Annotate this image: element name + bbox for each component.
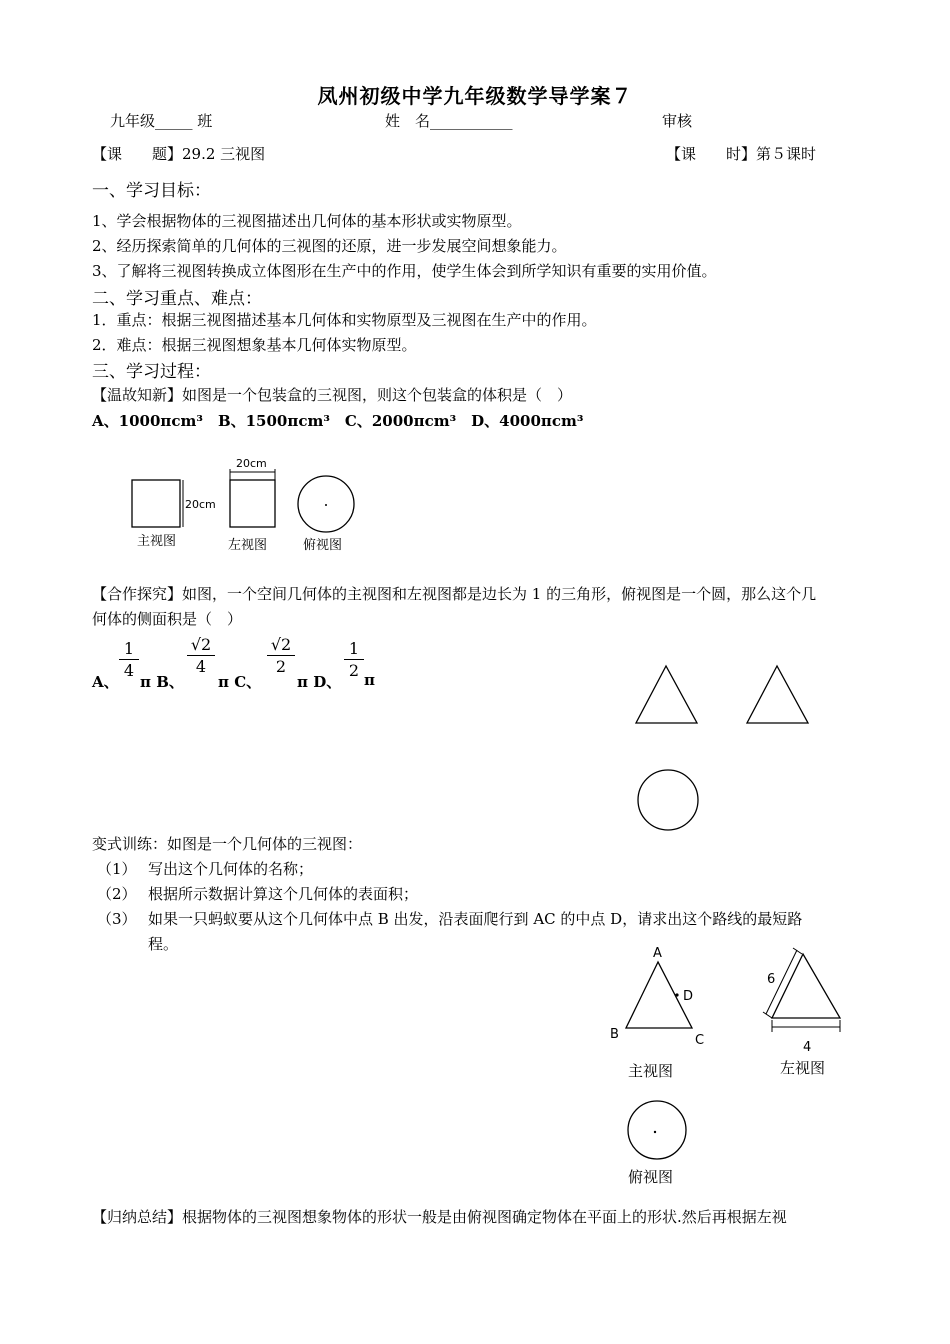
course-period: 【课 时】第５课时 (666, 145, 817, 163)
vertex-c-label: C (695, 1033, 705, 1048)
course-topic: 【课 题】29.2 三视图 (92, 145, 266, 163)
vertex-b-label: B (610, 1027, 619, 1042)
fraction-one-quarter: $\frac{1}{4}$ (119, 639, 139, 682)
variant-item-text-cont: 程。 (148, 935, 179, 953)
page-title: 凤州初级中学九年级数学导学案７ (317, 84, 633, 108)
objective-item: 2、经历探索简单的几何体的三视图的还原，进一步发展空间想象能力。 (92, 237, 567, 255)
front-view-caption: 主视图 (137, 534, 177, 549)
option-a-label: A、 (92, 673, 119, 691)
option-c-label: π C、 (218, 673, 262, 691)
left-view-rectangle (230, 480, 275, 527)
variant-item-number: （1） (97, 860, 137, 878)
left-view-triangle (772, 954, 840, 1018)
front-view-triangle (636, 666, 697, 723)
top-view-caption: 俯视图 (628, 1168, 674, 1186)
option-b-label: π B、 (140, 673, 184, 691)
cone-three-views-figure (630, 660, 820, 835)
front-view-square (132, 480, 180, 527)
process-heading: 三、学习过程： (92, 362, 211, 382)
review-label: 审核 (662, 112, 693, 130)
fraction-root2-over-4: $\frac{√2}{4}$ (187, 635, 215, 678)
variant-item-text: 写出这个几何体的名称； (148, 860, 314, 878)
option-d-pi: π (364, 671, 375, 689)
review-question: 【温故知新】如图是一个包装盒的三视图，则这个包装盒的体积是（ ） (92, 386, 573, 404)
vertex-a-label: A (653, 946, 662, 961)
option-d-label: π D、 (297, 673, 342, 691)
student-name-field: 姓 名___________ (385, 112, 513, 130)
explore-question: 【合作探究】如图，一个空间几何体的主视图和左视图都是边长为 1 的三角形，俯视图是一个圆，那么这个几 (92, 585, 817, 603)
variant-item-text: 根据所示数据计算这个几何体的表面积； (148, 885, 419, 903)
left-view-caption: 左视图 (780, 1059, 826, 1077)
base-dimension-label: 4 (803, 1040, 812, 1055)
grade-class-field: 九年级_____ 班 (110, 112, 213, 130)
objective-item: 3、了解将三视图转换成立体图形在生产中的作用，使学生体会到所学知识有重要的实用价值。 (92, 262, 717, 280)
variant-item-text: 如果一只蚂蚁要从这个几何体中点 B 出发，沿表面爬行到 AC 的中点 D，请求出这个路线的最短路 (148, 910, 803, 928)
fraction-root2-over-2: $\frac{√2}{2}$ (267, 635, 295, 678)
top-view-caption: 俯视图 (303, 538, 343, 553)
key-point-item: 2．难点：根据三视图想象基本几何体实物原型。 (92, 336, 417, 354)
width-dimension-label: 20cm (236, 457, 267, 470)
package-three-views-figure (120, 452, 370, 557)
fraction-one-half: $\frac{1}{2}$ (344, 639, 364, 682)
left-view-triangle (747, 666, 808, 723)
midpoint-d-label: D (683, 989, 694, 1004)
labeled-three-views-figure (600, 940, 860, 1190)
height-dimension-label: 20cm (185, 498, 216, 511)
key-points-heading: 二、学习重点、难点： (92, 289, 262, 309)
explore-question-cont: 何体的侧面积是（ ） (92, 610, 243, 628)
objectives-heading: 一、学习目标： (92, 181, 211, 201)
objective-item: 1、学会根据物体的三视图描述出几何体的基本形状或实物原型。 (92, 212, 522, 230)
slant-dimension-label: 6 (767, 972, 776, 987)
variant-intro: 变式训练：如图是一个几何体的三视图： (92, 835, 363, 853)
variant-item-number: （2） (97, 885, 137, 903)
front-view-caption: 主视图 (628, 1062, 674, 1080)
top-view-circle (638, 770, 698, 830)
left-view-caption: 左视图 (228, 538, 268, 553)
top-view-circle (628, 1101, 686, 1159)
key-point-item: 1．重点：根据三视图描述基本几何体和实物原型及三视图在生产中的作用。 (92, 311, 597, 329)
review-options: A、1000πcm³ B、1500πcm³ C、2000πcm³ D、4000πcm³ (92, 412, 584, 430)
summary-text: 【归纳总结】根据物体的三视图想象物体的形状一般是由俯视图确定物体在平面上的形状.然后再根据左视 (92, 1208, 787, 1226)
variant-item-number: （3） (97, 910, 137, 928)
